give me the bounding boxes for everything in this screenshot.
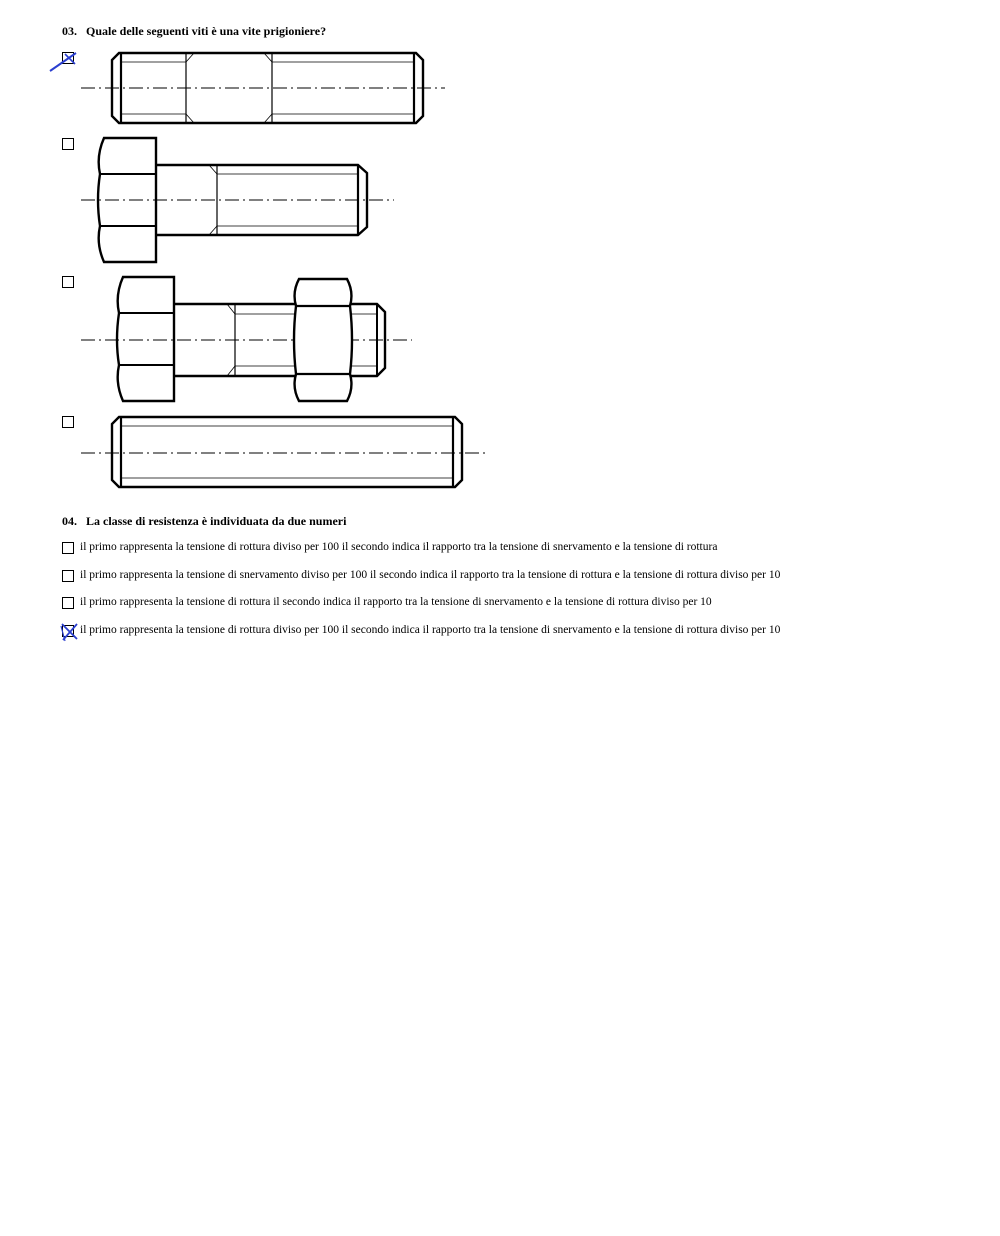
option-checkbox-q04-2[interactable] [62, 570, 74, 582]
option-checkbox-q03-2[interactable] [62, 138, 74, 150]
check-mark-icon [48, 48, 80, 76]
threaded-rod-drawing [78, 412, 488, 492]
question-number: 03. [62, 24, 77, 38]
question-text: La classe di resistenza è individuata da due numeri [86, 514, 347, 528]
stud-screw-drawing [78, 48, 448, 128]
answer-text-q04-3: il primo rappresenta la tensione di rottura il secondo indica il rapporto tra la tensione di snervamento e la tensione di rottura diviso per 10 [80, 596, 712, 608]
answer-text-q04-4: il primo rappresenta la tensione di rottura diviso per 100 il secondo indica il rapporto tra la tensione di snervamento e la tensione di rottura diviso per 10 [80, 624, 781, 636]
question-03-title [62, 24, 326, 39]
check-mark-icon [58, 620, 82, 644]
option-checkbox-q03-4[interactable] [62, 416, 74, 428]
question-number: 04. [62, 514, 77, 528]
answer-text-q04-1: il primo rappresenta la tensione di rottura diviso per 100 il secondo indica il rapporto tra la tensione di snervamento e la tensione di rottura [80, 541, 718, 553]
answer-text-q04-2: il primo rappresenta la tensione di snervamento diviso per 100 il secondo indica il rapporto tra la tensione di rottura e la tensione di rottura diviso per 10 [80, 569, 781, 581]
option-checkbox-q03-3[interactable] [62, 276, 74, 288]
option-checkbox-q04-1[interactable] [62, 542, 74, 554]
question-text: Quale delle seguenti viti è una vite prigioniere? [86, 24, 327, 38]
hex-bolt-drawing [78, 134, 398, 266]
question-04-title [62, 514, 346, 529]
bolt-with-nut-drawing [78, 272, 418, 406]
option-checkbox-q04-3[interactable] [62, 597, 74, 609]
